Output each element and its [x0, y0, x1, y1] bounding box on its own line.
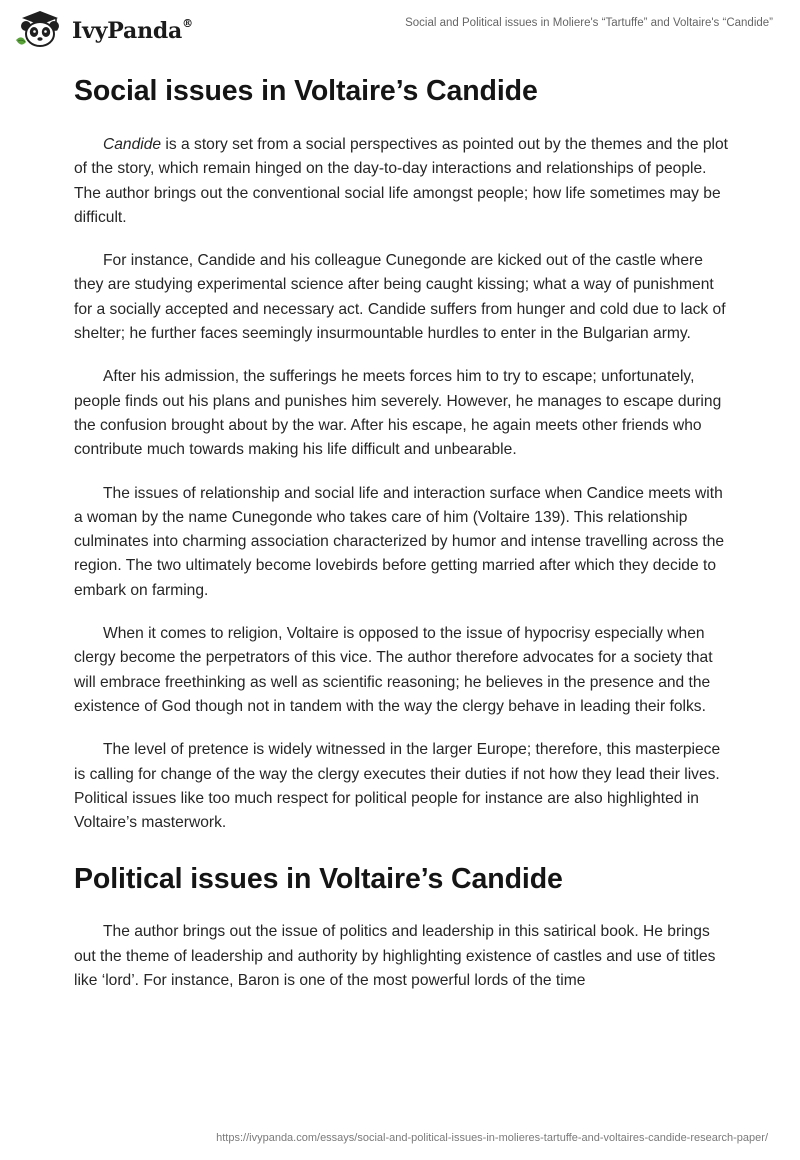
brand-name: [72, 18, 193, 44]
brand-label: IvyPanda: [72, 18, 183, 44]
ivypanda-logo[interactable]: [14, 10, 193, 50]
document-title: Social and Political issues in Moliere's “Tartuffe” and Voltaire's “Candide”: [405, 17, 773, 29]
paragraph: For instance, Candide and his colleague Cunegonde are kicked out of the castle where they are studying experimental science after being caught kissing; what a way of punishment for a socially accepted and necessary act. Candide suffers from hunger and cold due to lack of shelter; he further faces seemingly insurmountable hurdles to enter in the Bulgarian army.: [74, 252, 726, 343]
registered-mark: ®: [182, 16, 193, 30]
article-body: [74, 66, 730, 1012]
paragraph: [74, 133, 730, 230]
paragraph: The author brings out the issue of politics and leadership in this satirical book. He brings out the theme of leadership and authority by highlighting existence of castles and use of titles like ‘lord’. For instance, Baron is one of the most powerful lords of the time: [74, 923, 716, 990]
panda-graduate-icon: [14, 10, 68, 50]
paragraph: The level of pretence is widely witnessed in the larger Europe; therefore, this masterpiece is calling for change of the way the clergy executes their duties if not how they lead their lives. Political issues like too much respect for political people for instance are also highlighted in Voltaire’s masterwork.: [74, 741, 721, 832]
source-url[interactable]: https://ivypanda.com/essays/social-and-political-issues-in-molieres-tartuffe-and-voltaires-candide-research-paper/: [216, 1132, 768, 1144]
page-header: [0, 0, 800, 60]
paragraph: When it comes to religion, Voltaire is opposed to the issue of hypocrisy especially when clergy become the perpetrators of this vice. The author therefore advocates for a society that will embrace freethinking as well as scientific reasoning; he believes in the presence and the existence of God though not in tandem with the way the clergy behave in leading their folks.: [74, 625, 713, 715]
paragraph-text: is a story set from a social perspectives as pointed out by the themes and the plot of the story, which remain hinged on the day-to-day interactions and relationships of people. The author brings out the conventional social life amongst people; how life sometimes may be difficult.: [74, 136, 728, 226]
section-heading-political: Political issues in Voltaire’s Candide: [74, 863, 563, 896]
paragraph: The issues of relationship and social life and interaction surface when Candice meets with a woman by the name Cunegonde who takes care of him (Voltaire 139). This relationship culminates into charming association characterized by humor and intense travelling across the region. The two ultimately become lovebirds before getting married after which they decide to embark on farming.: [74, 484, 725, 599]
paragraph: After his admission, the sufferings he meets forces him to try to escape; unfortunately, people finds out his plans and punishes him severely. However, he manages to escape during the confusion brought about by the war. After his escape, he again meets other friends who contribute much towards making his life difficult and unbearable.: [74, 368, 722, 459]
book-title-emphasis: Candide: [103, 136, 162, 153]
section-heading-social: Social issues in Voltaire’s Candide: [74, 75, 538, 107]
